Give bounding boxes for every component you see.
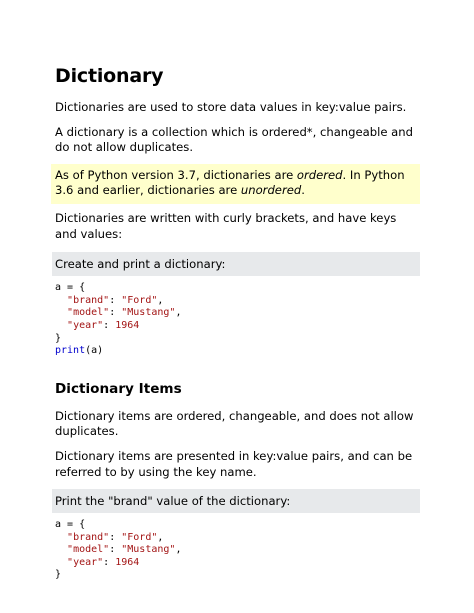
code-key: "brand" [67,531,110,543]
intro-paragraph: Dictionaries are used to store data values in key:value pairs. [55,100,407,114]
code-key: "model" [67,544,110,556]
note-text-1: As of Python version 3.7, dictionaries are [55,167,297,182]
code-line: a = { [55,519,86,531]
code-key: "year" [67,319,104,331]
written-paragraph: Dictionaries are written with curly brackets, and have keys and values: [55,210,397,241]
code-key: "model" [67,307,110,319]
code-value: "Ford" [121,294,158,306]
code-line: } [55,332,62,344]
version-note [51,164,420,204]
code-function: print [55,345,86,357]
note-text-3: . [301,183,305,198]
code-block-2: a = { "brand": "Ford", "model": "Mustang", "year": 1964 } [55,519,182,581]
note-unordered: unordered [240,183,302,198]
code-key: "year" [67,556,104,568]
code-value: "Ford" [121,531,158,543]
document-page [55,64,420,582]
note-text-2: . In Python 3.6 and earlier, dictionaries are [55,167,405,198]
page-title: Dictionary [55,65,164,87]
note-ordered: ordered [296,167,343,182]
version-note-text [55,168,416,199]
code-block-1: a = { "brand": "Ford", "model": "Mustang", "year": 1964 } print(a) [55,282,182,357]
items-paragraph-1: Dictionary items are ordered, changeable, and does not allow duplicates. [55,408,414,439]
code-value: 1964 [115,556,140,568]
section-heading-items: Dictionary Items [55,380,182,397]
code-args: (a) [85,345,104,357]
code-key: "brand" [67,294,110,306]
code-value: "Mustang" [121,544,176,556]
collection-paragraph: A dictionary is a collection which is ordered*, changeable and do not allow duplicates. [55,124,413,155]
example-heading-1: Create and print a dictionary: [52,252,420,276]
example-heading-2: Print the "brand" value of the dictionary: [52,489,420,513]
items-paragraph-2: Dictionary items are presented in key:value pairs, and can be referred to by using the key name. [55,448,413,479]
code-value: "Mustang" [121,307,176,319]
code-value: 1964 [115,319,140,331]
code-line: a = { [55,282,86,294]
code-line: } [55,569,62,581]
